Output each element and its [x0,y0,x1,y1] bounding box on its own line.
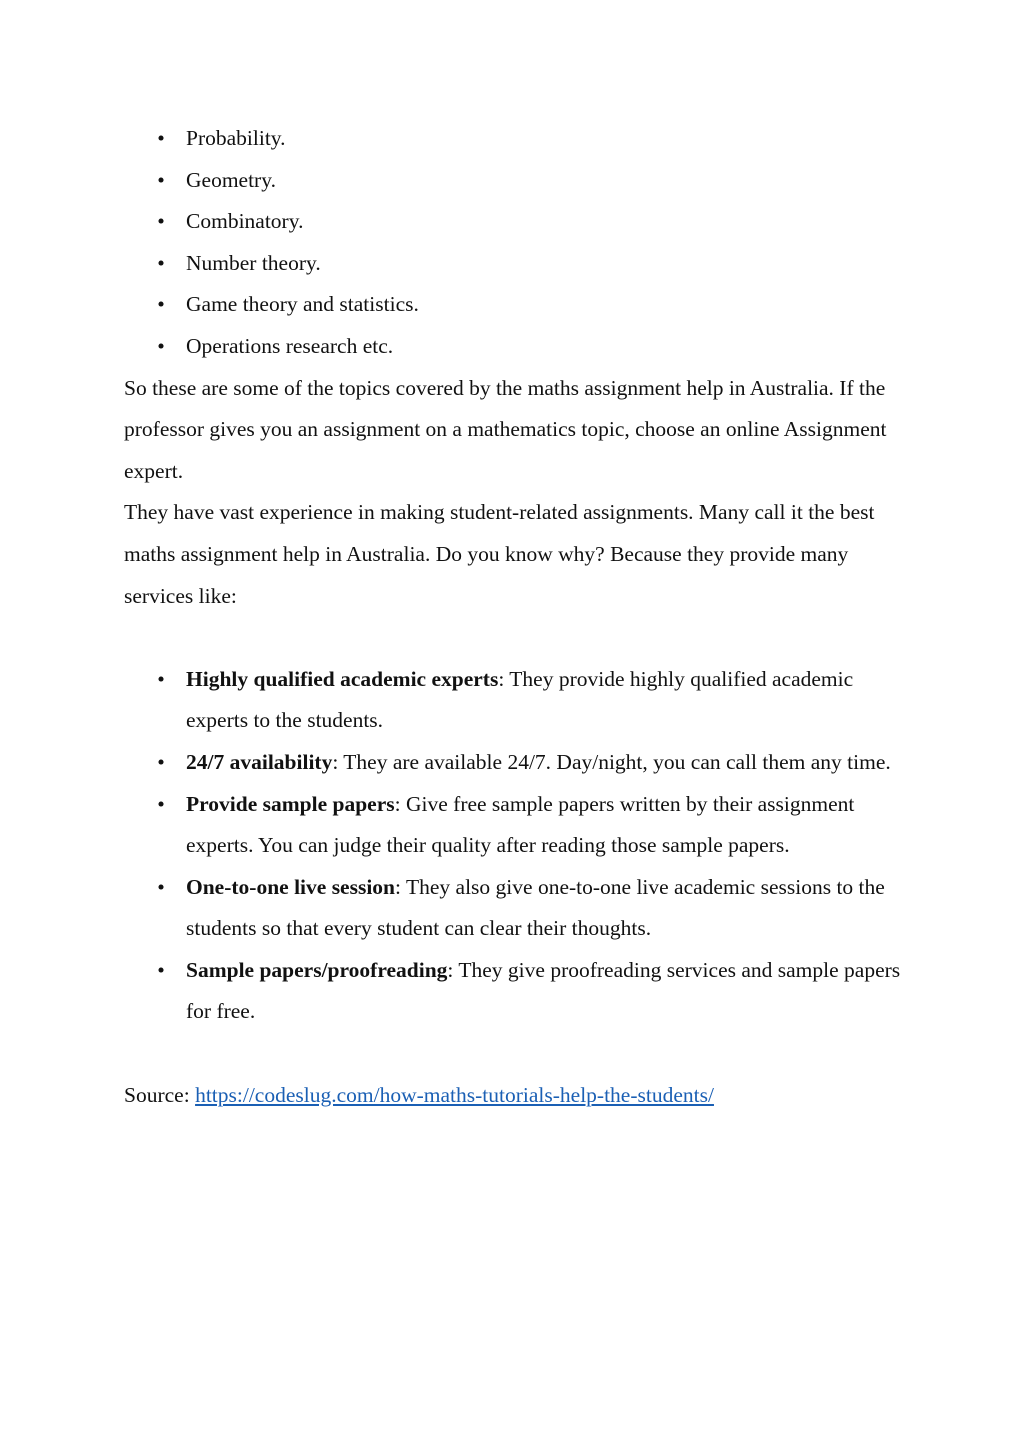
service-text: : Give free sample papers written by their assignment experts. You can judge their quality after reading those sample papers. [186,791,855,858]
bullet-icon: • [157,333,165,358]
bullet-icon: • [157,126,165,150]
bullet-icon: • [157,167,165,192]
bullet-icon: • [157,209,165,234]
service-text: : They also give one-to-one live academic sessions to the students so that every student can clear their thoughts. [186,874,885,941]
topic-text: Game theory and statistics. [186,292,419,317]
list-item [124,742,904,784]
list-item [124,950,904,1033]
services-list [124,659,904,1033]
service-title: 24/7 availability [186,749,333,774]
list-item [124,659,904,742]
topic-text: Probability. [186,126,286,150]
list-item [124,118,904,160]
service-title: Sample papers/proofreading [186,957,448,982]
bullet-icon: • [157,791,165,816]
source-label: Source: [124,1082,196,1107]
bullet-icon: • [157,292,165,317]
source-line [124,1075,904,1117]
list-item [124,201,904,243]
list-item [124,326,904,368]
paragraph-experience: They have vast experience in making student-related assignments. Many call it the best maths assignment help in Australia. Do you know why? Because they provide many services like: [124,500,875,608]
service-title: One-to-one live session [186,874,396,899]
service-text: : They give proofreading services and sample papers for free. [186,957,901,1024]
list-item [124,284,904,326]
service-title: Provide sample papers [186,791,395,816]
topic-text: Number theory. [186,250,321,275]
service-title: Highly qualified academic experts [186,666,499,691]
document-content [124,118,904,1116]
list-item [124,243,904,285]
bullet-icon: • [157,250,165,275]
spacer [124,1033,904,1075]
source-link[interactable]: https://codeslug.com/how-maths-tutorials-help-the-students/ [195,1082,714,1107]
list-item [124,784,904,867]
service-text: : They are available 24/7. Day/night, you can call them any time. [332,749,891,774]
topics-list [124,118,904,368]
bullet-icon: • [157,957,165,982]
paragraph-topics-summary: So these are some of the topics covered by the maths assignment help in Australia. If the professor gives you an assignment on a mathematics topic, choose an online Assignment expert. [124,375,887,483]
topic-text: Geometry. [186,167,276,192]
bullet-icon: • [157,749,165,774]
topic-text: Operations research etc. [186,333,394,358]
bullet-icon: • [157,666,165,691]
list-item [124,867,904,950]
list-item [124,160,904,202]
bullet-icon: • [157,874,165,899]
topic-text: Combinatory. [186,209,304,234]
spacer [124,617,904,659]
service-text: : They provide highly qualified academic experts to the students. [186,666,854,733]
